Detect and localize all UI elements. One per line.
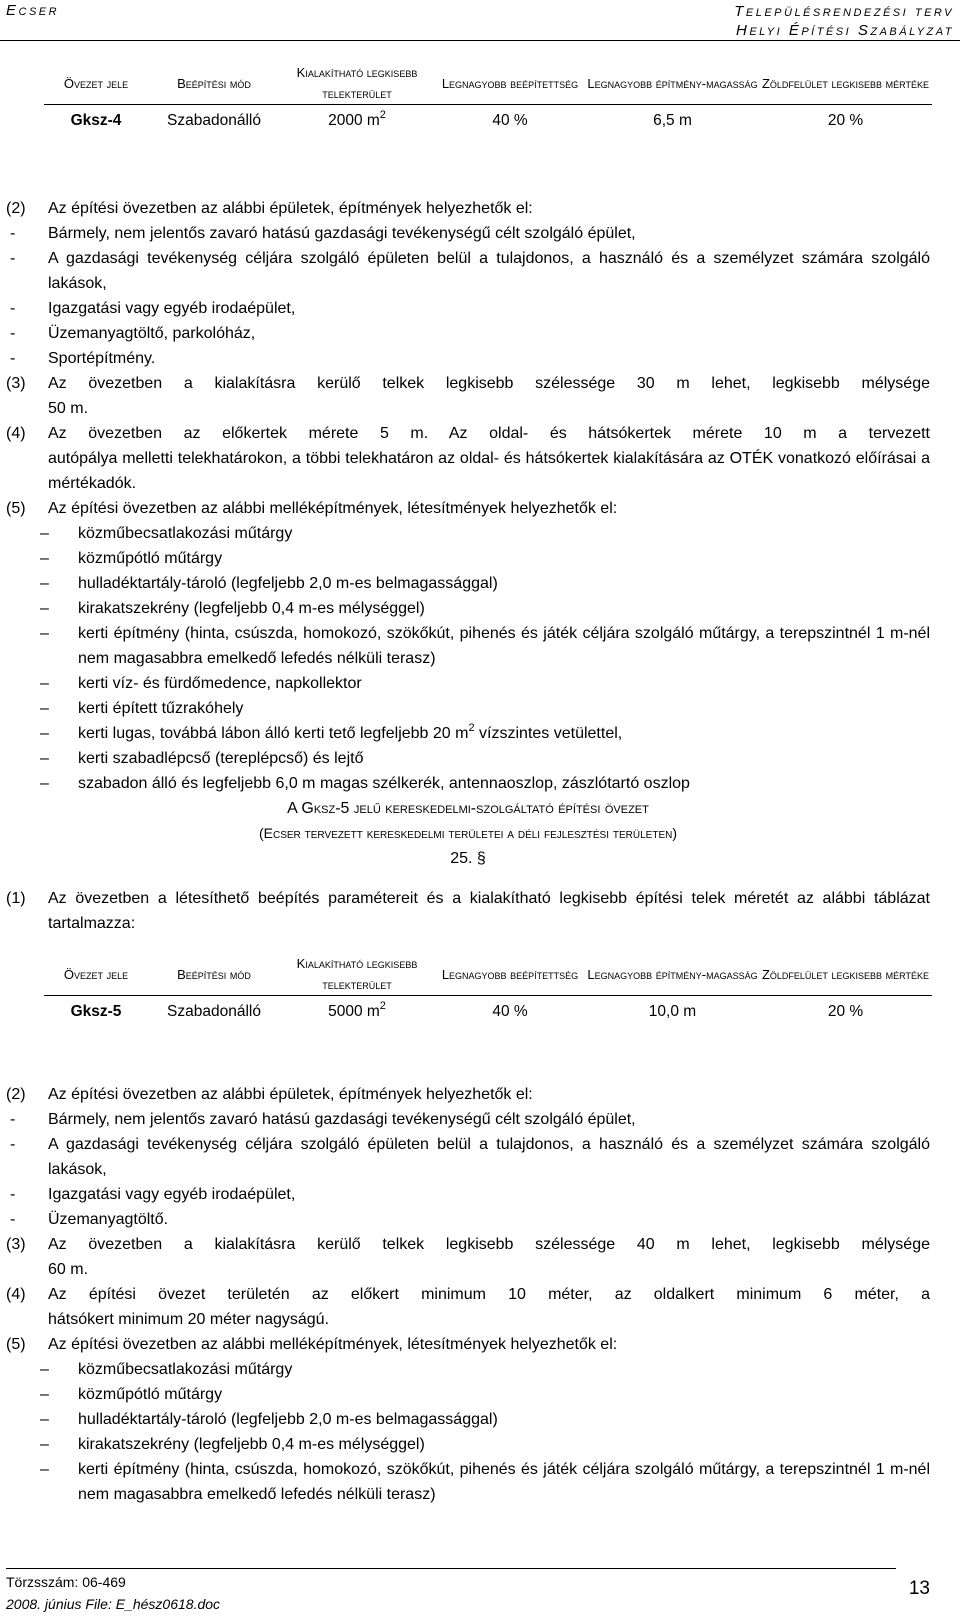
list-item: – kirakatszekrény (legfeljebb 0,4 m-es mélységgel) xyxy=(40,1436,425,1453)
cell-min-plot: 2000 $m^2$ xyxy=(280,105,434,138)
footer-registry-number: Törzsszám: 06-469 xyxy=(6,1574,126,1590)
col-header-building-mode: Beépítési mód xyxy=(177,966,251,982)
list-item: - A gazdasági tevékenység céljára szolgáló épületen belül a tulajdonos, a használó és a személyzet számára szolgáló lakások, xyxy=(10,250,930,292)
footer-rule xyxy=(6,1568,896,1569)
list-item: – kerti építmény (hinta, csúszda, homokozó, szökőkút, pihenés és játék céljára szolgáló műtárgy, a terepszintnél 1 m-nél nem magasabbra emelkedő lefedés nélküli terasz) xyxy=(40,625,930,667)
list-item: - Üzemanyagtöltő, parkolóház, xyxy=(10,325,256,342)
section-number: 25. § xyxy=(450,850,486,867)
col-header-max-coverage: Legnagyobb beépítettség xyxy=(441,75,579,91)
gksz4-rules xyxy=(6,196,930,796)
list-item: – kerti épített tűzrakóhely xyxy=(40,700,244,717)
paragraph-3-continuation: 60 m. xyxy=(48,1261,89,1278)
list-item: - A gazdasági tevékenység céljára szolgáló épületen belül a tulajdonos, a használó és a személyzet számára szolgáló lakások, xyxy=(10,1136,930,1178)
header-municipality: Ecser xyxy=(6,2,60,19)
list-item: – közműpótló műtárgy xyxy=(40,550,223,567)
header-document-title xyxy=(734,2,954,40)
gksz5-intro xyxy=(6,886,930,936)
header-rule xyxy=(0,40,960,41)
col-header-min-green: Zöldfelület legkisebb mértéke xyxy=(761,966,930,982)
list-item: – hulladéktartály-tároló (legfeljebb 2,0 m-es belmagassággal) xyxy=(40,1411,498,1428)
cell-min-plot: 5000 $m^2$ xyxy=(280,996,434,1029)
list-item: – kerti szabadlépcső (tereplépcső) és lejtő xyxy=(40,750,364,767)
list-item: - Bármely, nem jelentős zavaró hatású gazdasági tevékenységű célt szolgáló épület, xyxy=(10,225,636,242)
col-header-min-green: Zöldfelület legkisebb mértéke xyxy=(761,75,930,91)
paragraph-5: (5) Az építési övezetben az alábbi melléképítmények, létesítmények helyezhetők el: xyxy=(6,500,618,517)
list-item: – közműbecsatlakozási műtárgy xyxy=(40,1361,293,1378)
paragraph-4: (4) Az övezetben az előkertek mérete 5 m. Az oldal- és hátsókertek mérete 10 m a tervezett xyxy=(6,425,930,442)
header-title-line2: Helyi Építési Szabályzat xyxy=(736,22,954,39)
cell-max-coverage: 40 % xyxy=(434,105,586,138)
col-header-min-plot: Kialakítható legkisebb telekterület xyxy=(296,956,418,992)
table-header-row xyxy=(44,62,932,105)
col-header-zone-code: Övezet jele xyxy=(63,966,129,982)
list-item: – szabadon álló és legfeljebb 6,0 m magas szélkerék, antennaoszlop, zászlótartó oszlop xyxy=(40,775,690,792)
page-number: 13 xyxy=(908,1578,930,1599)
page-footer xyxy=(0,1560,960,1624)
header-title-line1: Településrendezési terv xyxy=(734,3,954,20)
list-item: – kerti lugas, továbbá lábon álló kerti tető legfeljebb 20 $m^2$ vízszintes vetülettel, xyxy=(40,722,623,742)
paragraph-4-continuation: autópálya melletti telekhatárokon, a többi telekhatáron az oldal- és hátsókertek kialakítására az OTÉK vonatkozó előírásai a mértékadók. xyxy=(48,450,930,492)
table-row xyxy=(44,105,932,138)
cell-zone-code: Gksz-4 xyxy=(44,105,148,138)
list-item: - Igazgatási vagy egyéb irodaépület, xyxy=(10,300,296,317)
zone-table-gksz4 xyxy=(44,62,932,137)
list-item: – hulladéktartály-tároló (legfeljebb 2,0 m-es belmagassággal) xyxy=(40,575,498,592)
col-header-zone-code: Övezet jele xyxy=(63,75,129,91)
table-row xyxy=(44,996,932,1029)
footer-file-info: 2008. június File: E_hész0618.doc xyxy=(6,1596,221,1612)
page-header xyxy=(0,0,960,40)
paragraph-3: (3) Az övezetben a kialakításra kerülő telkek legkisebb szélessége 40 m lehet, legkisebb mélysége xyxy=(6,1236,930,1253)
paragraph-3-continuation: 50 m. xyxy=(48,400,89,417)
col-header-max-height: Legnagyobb építmény-magasság xyxy=(587,75,758,91)
section-title xyxy=(6,796,930,871)
zone-table-gksz5 xyxy=(44,953,932,1028)
paragraph-1: (1) Az övezetben a létesíthető beépítés paramétereit és a kialakítható legkisebb építési telek méretét az alábbi táblázat tartalmazza: xyxy=(6,890,930,932)
gksz5-rules xyxy=(6,1082,930,1507)
cell-max-height: 6,5 m xyxy=(586,105,759,138)
section-title-line2: (Ecser tervezett kereskedelmi területei a déli fejlesztési területen) xyxy=(258,825,677,841)
list-item: – kirakatszekrény (legfeljebb 0,4 m-es mélységgel) xyxy=(40,600,425,617)
list-item: – kerti építmény (hinta, csúszda, homokozó, szökőkút, pihenés és játék céljára szolgáló műtárgy, a terepszintnél 1 m-nél nem magasabbra emelkedő lefedés nélküli terasz) xyxy=(40,1461,930,1503)
paragraph-2: (2) Az építési övezetben az alábbi épületek, építmények helyezhetők el: xyxy=(6,200,533,217)
list-item: - Sportépítmény. xyxy=(10,350,156,367)
cell-max-height: 10,0 m xyxy=(586,996,759,1029)
col-header-max-coverage: Legnagyobb beépítettség xyxy=(441,966,579,982)
list-item: – kerti víz- és fürdőmedence, napkollektor xyxy=(40,675,362,692)
section-title-line1: A Gksz-5 jelű kereskedelmi-szolgáltató építési övezet xyxy=(287,800,649,817)
paragraph-5: (5) Az építési övezetben az alábbi melléképítmények, létesítmények helyezhetők el: xyxy=(6,1336,618,1353)
paragraph-4-continuation: hátsókert minimum 20 méter nagyságú. xyxy=(48,1311,330,1328)
col-header-building-mode: Beépítési mód xyxy=(177,75,251,91)
cell-min-green: 20 % xyxy=(759,105,932,138)
cell-building-mode: Szabadonálló xyxy=(148,996,280,1029)
paragraph-3: (3) Az övezetben a kialakításra kerülő telkek legkisebb szélessége 30 m lehet, legkisebb mélysége xyxy=(6,375,930,392)
paragraph-4: (4) Az építési övezet területén az előkert minimum 10 méter, az oldalkert minimum 6 méter, a xyxy=(6,1286,930,1303)
list-item: - Igazgatási vagy egyéb irodaépület, xyxy=(10,1186,296,1203)
cell-min-green: 20 % xyxy=(759,996,932,1029)
list-item: – közműbecsatlakozási műtárgy xyxy=(40,525,293,542)
list-item: - Bármely, nem jelentős zavaró hatású gazdasági tevékenységű célt szolgáló épület, xyxy=(10,1111,636,1128)
paragraph-2: (2) Az építési övezetben az alábbi épületek, építmények helyezhetők el: xyxy=(6,1086,533,1103)
cell-max-coverage: 40 % xyxy=(434,996,586,1029)
list-item: - Üzemanyagtöltő. xyxy=(10,1211,169,1228)
cell-zone-code: Gksz-5 xyxy=(44,996,148,1029)
list-item: – közműpótló műtárgy xyxy=(40,1386,223,1403)
col-header-min-plot: Kialakítható legkisebb telekterület xyxy=(296,65,418,101)
cell-building-mode: Szabadonálló xyxy=(148,105,280,138)
table-header-row xyxy=(44,953,932,996)
col-header-max-height: Legnagyobb építmény-magasság xyxy=(587,966,758,982)
